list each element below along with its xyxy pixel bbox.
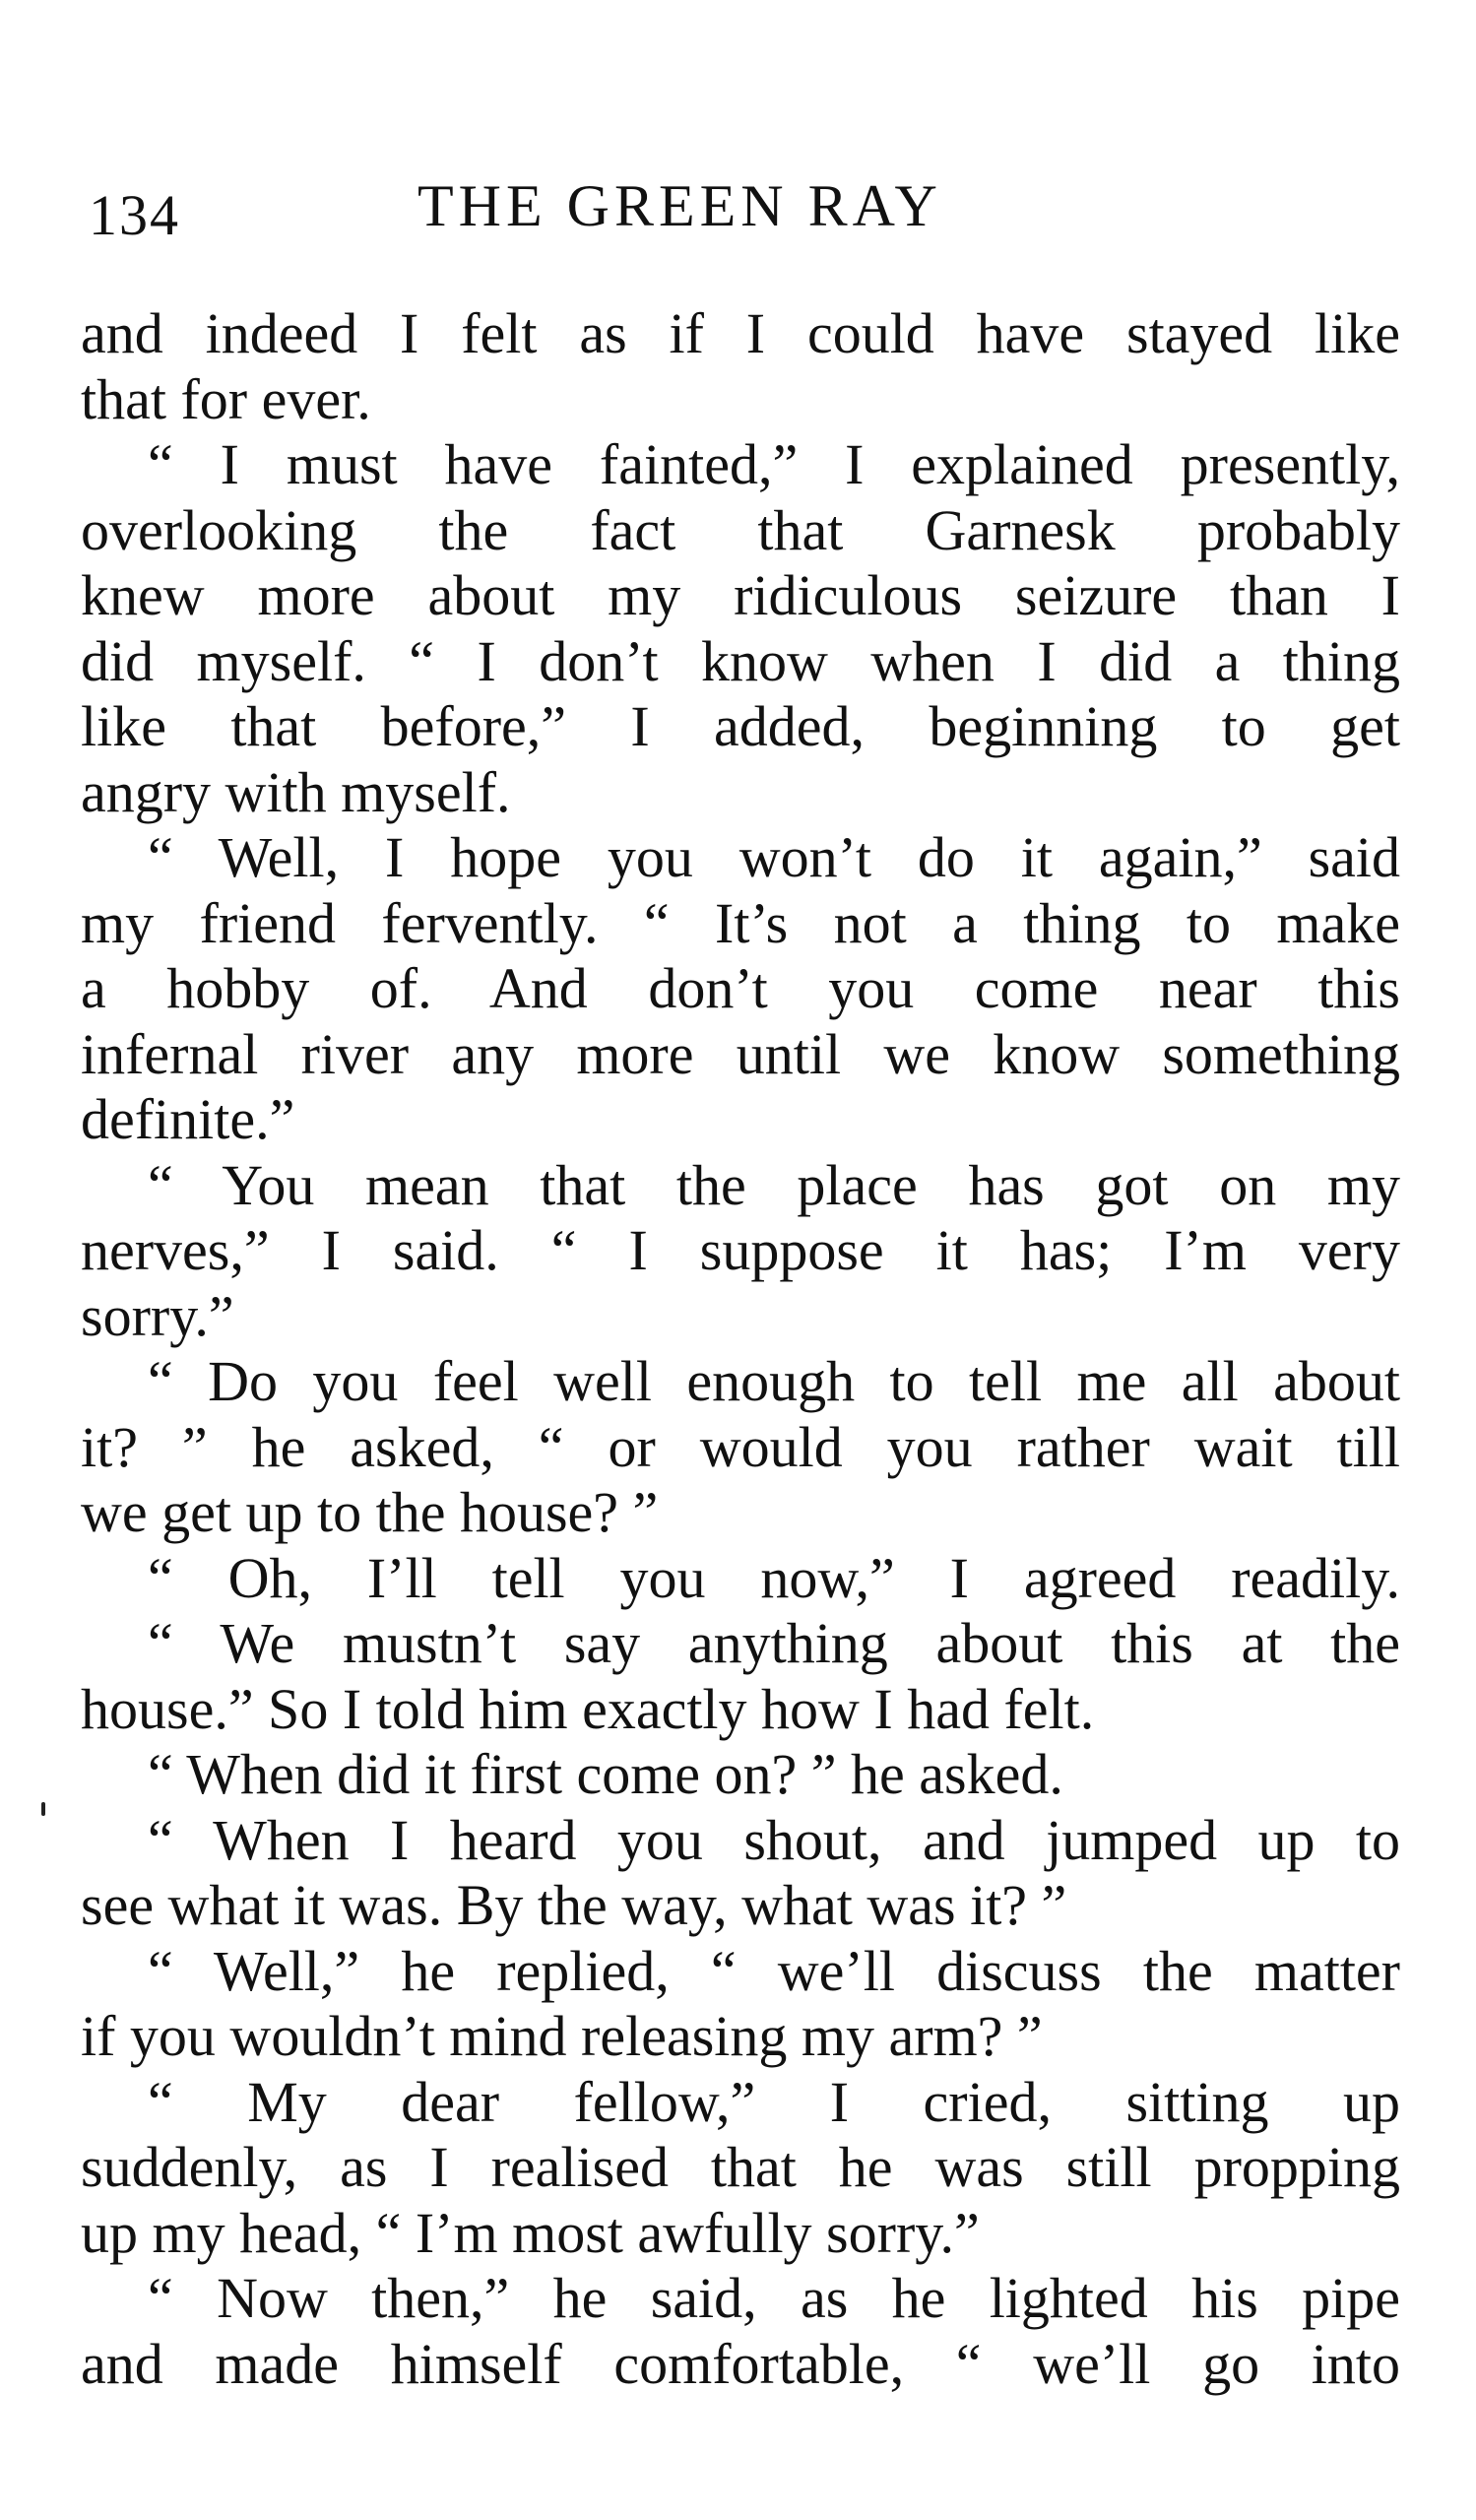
body-text	[81, 301, 1400, 2397]
text-line: see what it was. By the way, what was it? ”	[81, 1873, 1067, 1937]
text-line: and indeed I felt as if I could have stayed like	[81, 301, 1400, 365]
text-line: “ When did it first come on? ” he asked.	[148, 1742, 1063, 1806]
text-line: and made himself comfortable, “ we’ll go into	[81, 2331, 1400, 2396]
text-line: “ My dear fellow,” I cried, sitting up	[148, 2069, 1400, 2134]
text-line: we get up to the house? ”	[81, 1480, 659, 1544]
text-line: infernal river any more until we know something	[81, 1021, 1400, 1086]
text-line: “ When I heard you shout, and jumped up to	[148, 1807, 1400, 1872]
text-line: house.” So I told him exactly how I had felt.	[81, 1676, 1095, 1741]
text-line: “ Do you feel well enough to tell me all about	[148, 1349, 1400, 1413]
running-head	[81, 172, 1400, 251]
page-number: 134	[89, 183, 180, 247]
text-line: like that before,” I added, beginning to get	[81, 694, 1400, 758]
running-title: THE GREEN RAY	[417, 173, 942, 238]
text-line: sorry.”	[81, 1283, 234, 1348]
text-line: “ I must have fainted,” I explained presently,	[148, 432, 1400, 496]
text-line: “ You mean that the place has got on my	[148, 1152, 1400, 1217]
ink-speck	[41, 1802, 45, 1816]
text-line: my friend fervently. “ It’s not a thing to make	[81, 890, 1400, 955]
text-line: a hobby of. And don’t you come near this	[81, 956, 1400, 1020]
text-line: “ We mustn’t say anything about this at the	[148, 1611, 1400, 1675]
text-line: if you wouldn’t mind releasing my arm? ”	[81, 2004, 1043, 2068]
text-line: knew more about my ridiculous seizure than I	[81, 563, 1400, 627]
text-line: angry with myself.	[81, 759, 511, 824]
text-line: definite.”	[81, 1087, 295, 1151]
text-line: suddenly, as I realised that he was still propping	[81, 2135, 1400, 2199]
text-line: up my head, “ I’m most awfully sorry.”	[81, 2200, 980, 2265]
text-line: “ Now then,” he said, as he lighted his pipe	[148, 2266, 1400, 2330]
text-line: overlooking the fact that Garnesk probably	[81, 497, 1400, 562]
text-line: “ Well,” he replied, “ we’ll discuss the matter	[148, 1938, 1400, 2003]
text-line: “ Oh, I’ll tell you now,” I agreed readily.	[148, 1545, 1400, 1610]
text-line: it? ” he asked, “ or would you rather wait till	[81, 1414, 1400, 1479]
text-line: nerves,” I said. “ I suppose it has; I’m very	[81, 1218, 1400, 1282]
text-line: that for ever.	[81, 366, 371, 431]
text-line: “ Well, I hope you won’t do it again,” said	[148, 825, 1400, 889]
text-line: did myself. “ I don’t know when I did a thing	[81, 628, 1400, 693]
